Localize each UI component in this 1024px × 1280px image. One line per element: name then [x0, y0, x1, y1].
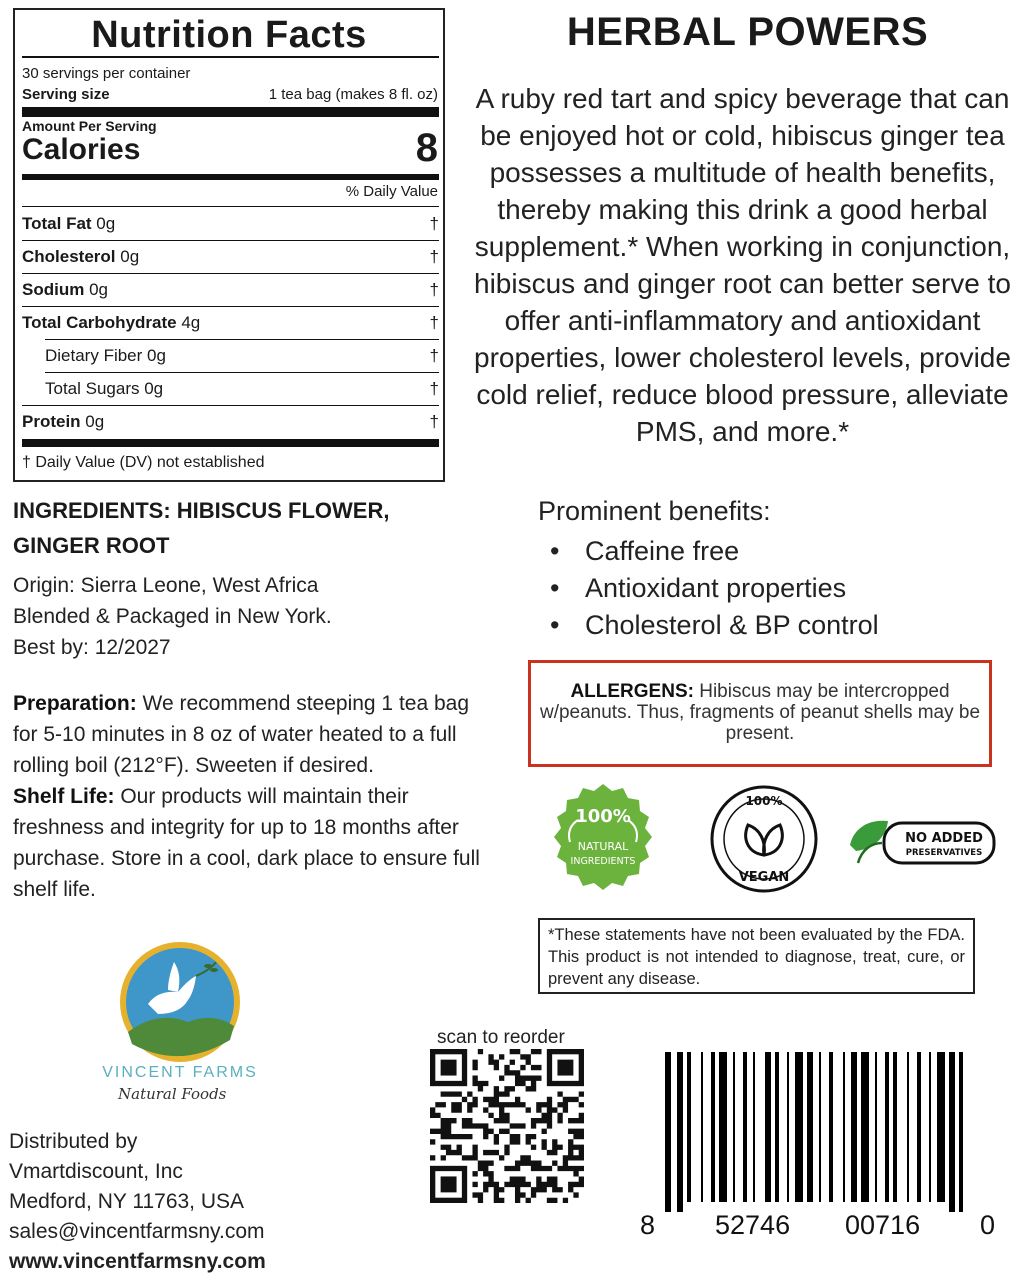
best-by-line: Best by: 12/2027 [13, 636, 171, 659]
nutrient-label: Cholesterol [22, 247, 116, 266]
dagger-mark: † [429, 214, 439, 233]
barcode-bar [861, 1052, 869, 1202]
nutrient-row-dietary-fiber [22, 340, 439, 372]
nutrient-label: Dietary Fiber [45, 346, 143, 365]
barcode-bar [875, 1052, 877, 1202]
daily-value-footnote: † Daily Value (DV) not established [22, 454, 265, 471]
dagger-mark: † [429, 346, 439, 365]
barcode-digit: 00716 [845, 1210, 921, 1240]
company-website: www.vincentfarmsny.com [9, 1250, 266, 1273]
nutrient-value: 0g [91, 214, 116, 233]
benefits-title: Prominent benefits: [538, 496, 771, 526]
logo-tagline: Natural Foods [118, 1085, 227, 1103]
shelf-life: Shelf Life: Our products will maintain their freshness and integrity for up to 18 months after purchase. Store in a cool, dark place to ensure full shelf life. [13, 785, 480, 901]
no-preservatives-badge [848, 813, 998, 871]
bullet-icon: • [550, 610, 560, 640]
dagger-mark: † [429, 379, 439, 398]
barcode-bar [885, 1052, 889, 1202]
allergens-text: Hibiscus may be intercropped w/peanuts. Thus, fragments of peanut shells may be present. [539, 681, 981, 744]
dagger-mark: † [429, 280, 439, 299]
dagger-mark: † [429, 412, 439, 431]
serving-size-value: 1 tea bag (makes 8 fl. oz) [268, 86, 438, 103]
nutrient-label: Total Carbohydrate [22, 313, 177, 332]
company-name: Vmartdiscount, Inc [9, 1160, 183, 1183]
amount-per-serving: Amount Per Serving [22, 118, 157, 134]
dagger-mark: † [429, 247, 439, 266]
svg-text:100%: 100% [745, 794, 783, 808]
barcode-bar [687, 1052, 691, 1202]
qr-finder-pattern [557, 1060, 573, 1076]
nutrition-facts-panel [13, 8, 445, 482]
vegan-badge [708, 783, 820, 895]
ingredients: INGREDIENTS: HIBISCUS FLOWER, GINGER ROOT [13, 498, 390, 558]
barcode-bar [819, 1052, 821, 1202]
distributed-by: Distributed by [9, 1130, 138, 1153]
svg-text:INGREDIENTS: INGREDIENTS [570, 856, 636, 867]
nutrient-value: 0g [115, 247, 140, 266]
fda-disclaimer: *These statements have not been evaluated by the FDA. This product is not intended to diagnose, treat, cure, or prevent any disease. [538, 918, 975, 994]
barcode-bar [765, 1052, 771, 1202]
nutrient-row-protein [22, 406, 439, 438]
barcode-bar [929, 1052, 931, 1202]
barcode-bar [829, 1052, 833, 1202]
barcode-digit: 8 [640, 1210, 656, 1240]
logo-name: VINCENT FARMS [102, 1064, 258, 1081]
barcode-digit: 52746 [715, 1210, 791, 1240]
vincent-farms-logo [118, 940, 242, 1064]
nutrient-row-total-sugars [22, 373, 439, 405]
barcode-bar [907, 1052, 909, 1202]
thick-divider [22, 107, 439, 117]
barcode-bar [807, 1052, 813, 1202]
preparation-block [13, 688, 483, 905]
benefit-item: • Antioxidant properties [550, 570, 879, 607]
nutrient-row-total-fat [22, 208, 439, 240]
packaged-line: Blended & Packaged in New York. [13, 605, 332, 628]
barcode-bar [775, 1052, 779, 1202]
svg-text:PRESERVATIVES: PRESERVATIVES [905, 848, 983, 858]
medium-divider [22, 174, 439, 180]
barcode-bar [851, 1052, 857, 1202]
barcode-bar [893, 1052, 897, 1202]
origin-block [13, 570, 332, 663]
bullet-icon: • [550, 536, 560, 566]
calories-value: 8 [415, 126, 438, 170]
nutrient-label: Sodium [22, 280, 85, 299]
barcode-bar [711, 1052, 715, 1202]
thick-divider [22, 439, 439, 447]
nutrient-value: 4g [176, 313, 201, 332]
barcode [663, 1052, 993, 1212]
qr-code [430, 1049, 584, 1203]
barcode-bar [795, 1052, 803, 1202]
bullet-icon: • [550, 573, 560, 603]
nutrition-title: Nutrition Facts [91, 14, 367, 56]
natural-ingredients-badge [548, 782, 658, 892]
nutrient-label: Total Fat [22, 214, 92, 233]
herbal-powers-title: HERBAL POWERS [566, 10, 929, 54]
qr-finder-pattern [441, 1060, 457, 1076]
svg-text:NATURAL: NATURAL [577, 840, 629, 853]
barcode-bar [677, 1052, 683, 1212]
nutrient-label: Total Sugars [45, 379, 140, 398]
origin-line: Origin: Sierra Leone, West Africa [13, 574, 319, 597]
herbal-description: A ruby red tart and spicy beverage that can be enjoyed hot or cold, hibiscus ginger tea possesses a multitude of health benefits, thereby making this drink a good herbal supplement.* When working in conjunction, hibiscus and ginger root can better serve to offer anti-inflammatory and antioxidant properties, lower cholesterol levels, provide cold relief, reduce blood pressure, alleviate PMS, and more.* [474, 83, 1011, 447]
servings-per-container: 30 servings per container [22, 65, 191, 82]
preparation: Preparation: We recommend steeping 1 tea bag for 5-10 minutes in 8 oz of water heated to a full rolling boil (212°F). Sweeten if desired. [13, 692, 470, 777]
barcode-bar [937, 1052, 945, 1202]
nutrient-row-total-carbohydrate [22, 307, 439, 339]
calories-label: Calories [22, 133, 141, 166]
barcode-digit: 0 [980, 1210, 996, 1240]
barcode-bar [701, 1052, 703, 1202]
svg-text:100%: 100% [575, 806, 631, 827]
benefits-list [550, 533, 879, 644]
divider [22, 56, 439, 58]
serving-size-label: Serving size [22, 86, 110, 103]
divider [22, 206, 439, 207]
svg-text:NO ADDED: NO ADDED [905, 831, 983, 846]
barcode-bar [843, 1052, 845, 1202]
daily-value-header: % Daily Value [345, 183, 438, 200]
nutrient-row-cholesterol [22, 241, 439, 273]
nutrient-value: 0g [84, 280, 108, 299]
nutrient-value: 0g [139, 379, 164, 398]
allergens-label: ALLERGENS: [570, 681, 694, 702]
barcode-bar [719, 1052, 727, 1202]
nutrient-value: 0g [142, 346, 166, 365]
barcode-bar [949, 1052, 955, 1212]
barcode-bar [753, 1052, 755, 1202]
barcode-bar [743, 1052, 747, 1202]
nutrient-label: Protein [22, 412, 81, 431]
qr-finder-pattern [441, 1176, 457, 1192]
barcode-number [640, 1210, 1000, 1244]
barcode-bar [787, 1052, 789, 1202]
scan-label: scan to reorder [437, 1027, 565, 1048]
barcode-bar [959, 1052, 963, 1212]
dagger-mark: † [429, 313, 439, 332]
benefit-item: • Cholesterol & BP control [550, 607, 879, 644]
barcode-bar [665, 1052, 671, 1212]
svg-text:VEGAN: VEGAN [738, 870, 790, 885]
barcode-bar [917, 1052, 921, 1202]
nutrient-row-sodium [22, 274, 439, 306]
company-email: sales@vincentfarmsny.com [9, 1220, 265, 1243]
company-address: Medford, NY 11763, USA [9, 1190, 245, 1213]
distributor-block [9, 1127, 266, 1277]
barcode-bar [733, 1052, 735, 1202]
nutrient-value: 0g [80, 412, 105, 431]
benefit-item: • Caffeine free [550, 533, 879, 570]
allergen-warning-box [528, 660, 992, 767]
